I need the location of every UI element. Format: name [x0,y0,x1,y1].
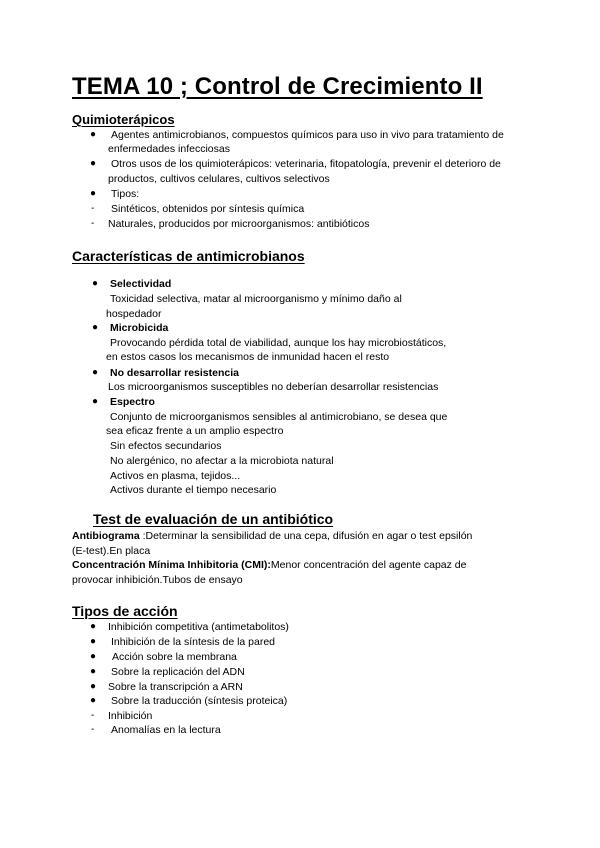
bullet-marker: ● [92,367,99,378]
dash-marker: - [91,203,95,214]
bullet-marker: ● [90,188,97,199]
list-item-text: Naturales, producidos por microorganismos: antibióticos [108,218,370,230]
list-item-text: Inhibición competitiva (antimetabolitos) [108,621,289,633]
dash-marker: - [91,218,95,229]
bullet-marker: ● [90,621,97,632]
list-item-text: Inhibición [108,710,153,722]
list-item-text: Activos durante el tiempo necesario [110,484,277,496]
cmi-text: Menor concentración del agente capaz de [270,559,467,571]
section-heading-caracteristicas: Características de antimicrobianos [72,248,305,264]
list-item-text: hospedador [106,308,162,320]
section-heading-test: Test de evaluación de un antibiótico [93,511,334,527]
section-heading-quimioterapicos: Quimioterápicos [72,112,175,127]
bullet-marker: ● [92,278,99,289]
list-item-text: Tipos: [111,188,140,200]
list-item-text: Agentes antimicrobianos, compuestos químicos para uso in vivo para tratamiento de [111,129,504,141]
cmi-line [72,558,466,572]
bullet-marker: ● [92,396,99,407]
bullet-marker: ● [90,681,97,692]
list-item-text: Sobre la traducción (síntesis proteica) [111,695,288,707]
bullet-marker: ● [90,129,97,140]
list-item-text: Acción sobre la membrana [112,651,237,663]
list-item-text: Otros usos de los quimioterápicos: veterinaria, fitopatología, prevenir el deterioro de [111,158,501,170]
list-item-text: en estos casos los mecanismos de inmunidad hacen el resto [106,351,390,363]
bullet-marker: ● [90,695,97,706]
list-item-title: Espectro [110,396,155,408]
antibiograma-continuation: (E-test).En placa [72,545,151,557]
list-item-text: Inhibición de la síntesis de la pared [111,636,276,648]
list-item-text: No alergénico, no afectar a la microbiota natural [110,455,334,467]
dash-marker: - [91,724,95,735]
list-item-text: Sin efectos secundarios [110,440,222,452]
cmi-label: Concentración Mínima Inhibitoria (CMI): [72,559,271,571]
antibiograma-text: :Determinar la sensibilidad de una cepa, difusión en agar o test epsilón [139,530,473,542]
list-item-text: Conjunto de microorganismos sensibles al antimicrobiano, se desea que [110,411,448,423]
bullet-marker: ● [92,322,99,333]
cmi-continuation: provocar inhibición.Tubos de ensayo [72,574,243,586]
list-item-text: enfermedades infecciosas [108,143,230,155]
list-item-text: Los microorganismos susceptibles no deberían desarrollar resistencias [108,381,439,393]
list-item-title: No desarrollar resistencia [110,367,239,379]
bullet-marker: ● [90,651,97,662]
list-item-text: Provocando pérdida total de viabilidad, aunque los hay microbiostáticos, [110,337,447,349]
list-item-text: sea eficaz frente a un amplio espectro [106,425,284,437]
list-item-text: Anomalías en la lectura [111,724,221,736]
bullet-marker: ● [90,666,97,677]
list-item-text: Sintéticos, obtenidos por síntesis química [111,203,305,215]
list-item-text: Sobre la transcripción a ARN [108,681,243,693]
list-item-title: Selectividad [110,278,172,290]
list-item-text: productos, cultivos celulares, cultivos selectivos [108,173,330,185]
antibiograma-line [72,529,472,543]
bullet-marker: ● [90,158,97,169]
list-item-text: Sobre la replicación del ADN [111,666,245,678]
list-item-text: Toxicidad selectiva, matar al microorganismo y mínimo daño al [110,293,402,305]
dash-marker: - [91,710,95,721]
page-title: TEMA 10 ; Control de Crecimiento II [72,73,483,100]
list-item-title: Microbicida [110,322,169,334]
antibiograma-label: Antibiograma [72,530,140,542]
bullet-marker: ● [90,636,97,647]
list-item-text: Activos en plasma, tejidos... [110,470,241,482]
section-heading-tipos: Tipos de acción [72,603,178,619]
